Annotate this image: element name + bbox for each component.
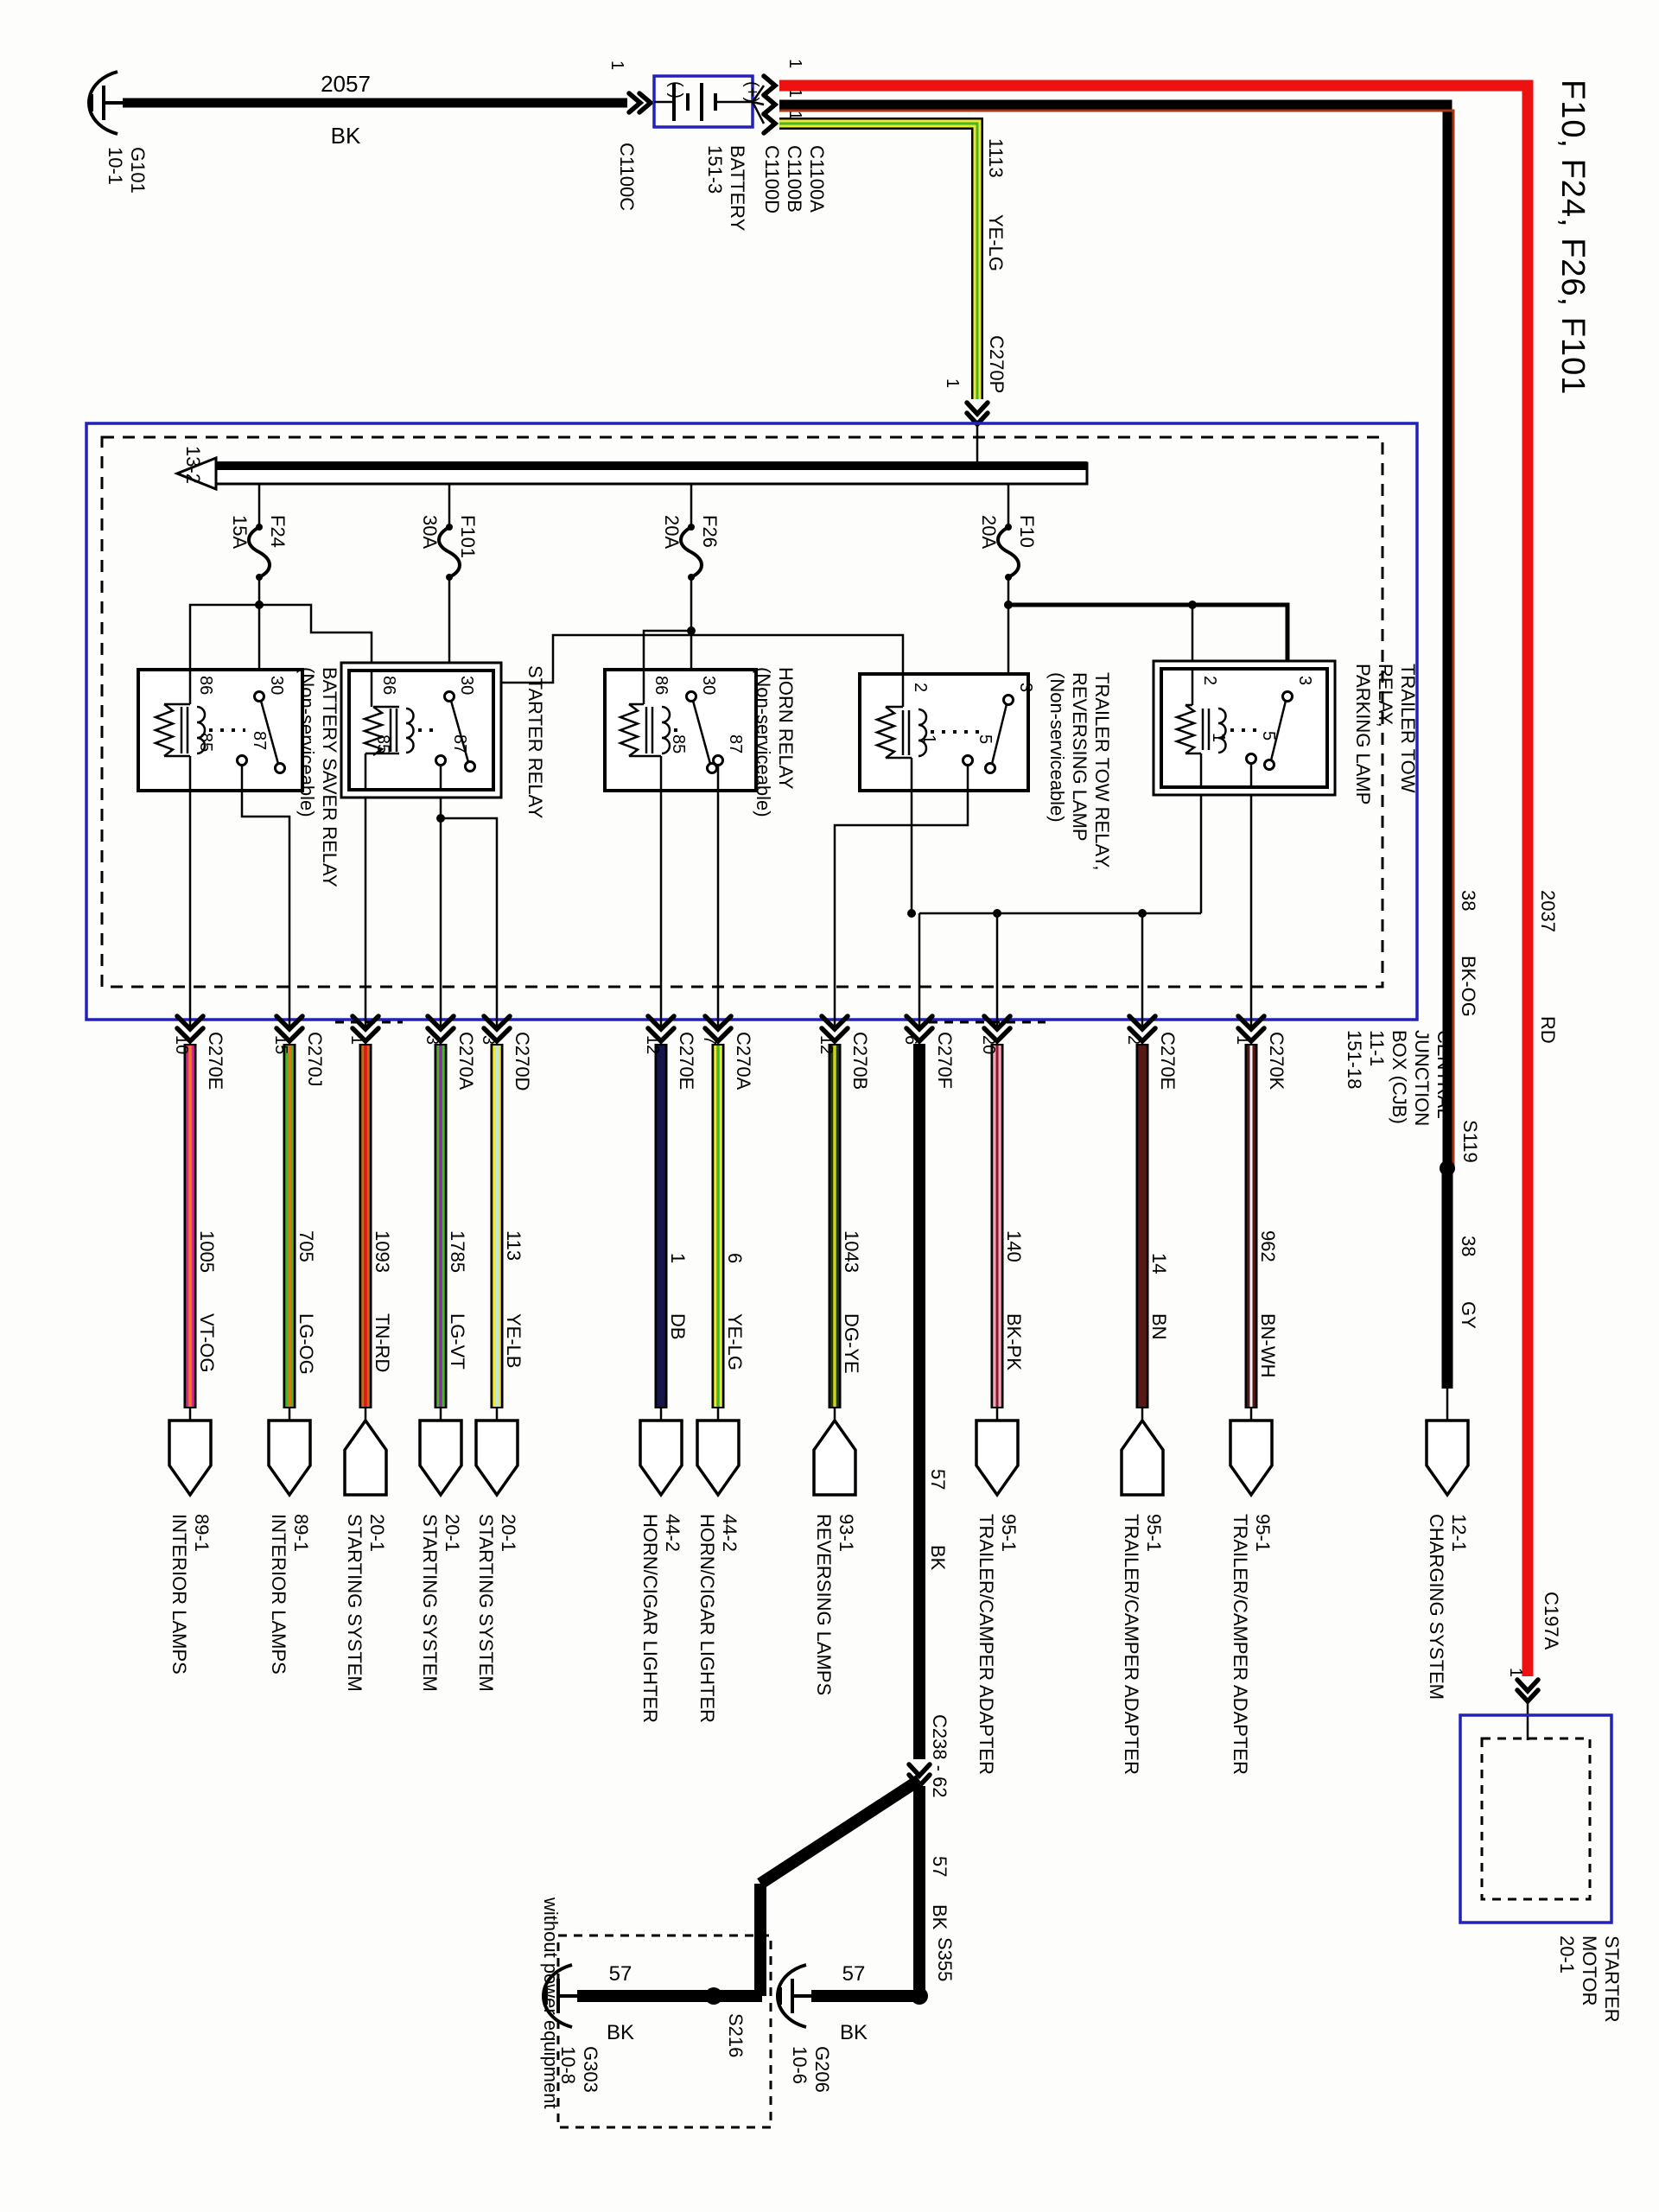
relay2-pin-85: 85 — [373, 734, 392, 754]
col10-color: BK-PK — [1003, 1313, 1025, 1371]
g303-wire-num: 57 — [608, 1962, 632, 1986]
battery-conn-b: C1100B — [784, 145, 805, 213]
c1100c-pin: 1 — [607, 60, 626, 71]
relay4-pin-3: 3 — [1016, 683, 1035, 693]
column-1-db — [640, 1044, 682, 1495]
relay3-note: (Non-serviceable) — [753, 667, 774, 817]
col1-dest-name: INTERIOR LAMPS — [168, 1514, 190, 1675]
cjb-internal-wiring — [190, 577, 1287, 1030]
col1-conn: C270E — [205, 1032, 226, 1090]
starter-motor-name-1: STARTER — [1601, 1936, 1623, 2023]
col12-dest-page: 95-1 — [1252, 1514, 1274, 1553]
col9-pin: 6 — [901, 1035, 920, 1046]
col2-pin: 15 — [271, 1035, 290, 1055]
col1-num: 1005 — [196, 1230, 218, 1273]
col6-color: DB — [667, 1313, 689, 1340]
col1-color: VT-OG — [196, 1313, 218, 1373]
battery-pin-1b: 1 — [785, 88, 804, 99]
relay3-pin-86: 86 — [652, 676, 671, 696]
relay5-name-2: RELAY, — [1375, 664, 1396, 728]
relay-starter — [341, 663, 501, 798]
relay1-pin-85: 85 — [196, 733, 215, 753]
g206-wire-num: 57 — [842, 1962, 866, 1986]
battery-conn-d: C1100D — [761, 145, 783, 214]
fuse-f26-name: F26 — [699, 515, 721, 548]
col9-conn: C270F — [934, 1032, 956, 1090]
relay2-name: STARTER RELAY — [524, 665, 546, 819]
col2-dest-name: INTERIOR LAMPS — [268, 1514, 289, 1675]
relay4-name-2: REVERSING LAMP — [1069, 672, 1090, 842]
battery-neg-label: (-) — [666, 81, 685, 99]
relay1-pin-30: 30 — [267, 676, 286, 696]
wire-38-color: BK-OG — [1458, 956, 1479, 1017]
col2-conn: C270J — [304, 1032, 326, 1087]
col6-dest-page: 44-2 — [662, 1514, 683, 1553]
c1100c-label: C1100C — [616, 143, 638, 212]
relay1-pin-86: 86 — [196, 676, 215, 696]
g303-page: 10-8 — [557, 2046, 579, 2085]
g303-label: G303 — [580, 2046, 601, 2093]
column-140 — [976, 1044, 1018, 1495]
column-962 — [1230, 1044, 1272, 1495]
col4-dest-name: STARTING SYSTEM — [419, 1514, 441, 1692]
relay1-note: (Non-serviceable) — [296, 667, 318, 817]
fuse-f101-amp: 30A — [419, 515, 441, 550]
relay-trailer-reversing — [860, 674, 1028, 791]
col7-num: 6 — [724, 1253, 746, 1264]
col7-dest-name: HORN/CIGAR LIGHTER — [696, 1514, 718, 1724]
fuse-f26-amp: 20A — [661, 515, 683, 550]
col4-pin: 3 — [423, 1035, 442, 1046]
cjb-bus-bar — [177, 458, 1087, 489]
col6-dest-name: HORN/CIGAR LIGHTER — [639, 1514, 661, 1724]
relay5-pin-5: 5 — [1259, 731, 1278, 741]
col8-pin: 12 — [817, 1035, 836, 1055]
col13-color: GY — [1458, 1301, 1479, 1329]
ground-g101-symbol — [89, 72, 124, 134]
col13-num: 38 — [1458, 1236, 1479, 1257]
connector-c270p-icon — [967, 403, 988, 463]
page-title: F10, F24, F26, F101 — [1554, 79, 1591, 396]
col10-dest-name: TRAILER/CAMPER ADAPTER — [976, 1514, 997, 1775]
battery-pin-1c: 1 — [785, 111, 804, 121]
col4-color: LG-VT — [447, 1313, 468, 1370]
s119-label: S119 — [1459, 1120, 1481, 1163]
wire-2057-color: BK — [330, 123, 361, 149]
col1-pin: 10 — [172, 1035, 191, 1055]
c270p-pin: 1 — [943, 378, 962, 389]
col5-conn: C270D — [512, 1032, 533, 1091]
relay5-name-3: PARKING LAMP — [1352, 664, 1374, 805]
fuse-f10-name: F10 — [1016, 515, 1038, 548]
col8-dest-name: REVERSING LAMPS — [813, 1514, 835, 1696]
g303-wire-color: BK — [606, 2021, 635, 2044]
fuse-f10-amp: 20A — [978, 515, 1000, 550]
relay2-pin-86: 86 — [379, 676, 398, 696]
battery-conn-a: C1100A — [806, 145, 828, 213]
relay5-pin-2: 2 — [1200, 676, 1219, 686]
relay3-pin-85: 85 — [669, 734, 688, 754]
col8-conn: C270B — [849, 1032, 871, 1090]
fuse-f101 — [439, 484, 460, 581]
relay5-name-1: TRAILER TOW — [1397, 664, 1419, 793]
wire-2037-color: RD — [1537, 1016, 1559, 1044]
s355-label: S355 — [934, 1937, 956, 1982]
wire-38-number: 38 — [1458, 890, 1479, 912]
col5-dest-name: STARTING SYSTEM — [475, 1514, 497, 1692]
battery-pos-label: (+) — [742, 81, 761, 103]
relay4-note: (Non-serviceable) — [1046, 672, 1068, 823]
column-57-bk — [577, 1044, 930, 2005]
col2-dest-page: 89-1 — [290, 1514, 312, 1553]
fuse-f24-name: F24 — [267, 515, 289, 548]
bus-ref-label: 13-2 — [182, 446, 204, 485]
relay4-name-1: TRAILER TOW RELAY, — [1091, 672, 1113, 871]
col10-num: 140 — [1003, 1230, 1025, 1262]
col11-conn: C270E — [1157, 1032, 1179, 1090]
col3-color: TN-RD — [372, 1313, 393, 1373]
col8-dest-page: 93-1 — [836, 1514, 857, 1553]
wire-1113-number: 1113 — [985, 138, 1007, 178]
column-705 — [269, 1044, 310, 1495]
s216-label: S216 — [725, 2013, 747, 2058]
relay3-pin-30: 30 — [699, 676, 718, 696]
col6-conn: C270E — [676, 1032, 697, 1090]
col11-dest-name: TRAILER/CAMPER ADAPTER — [1121, 1514, 1142, 1775]
c270p-label: C270P — [986, 335, 1007, 394]
col6-num: 1 — [667, 1253, 689, 1264]
c197a-label: C197A — [1541, 1592, 1562, 1650]
fuse-f10 — [998, 484, 1019, 581]
col5-num: 113 — [503, 1230, 524, 1262]
relay1-name: BATTERY SAVER RELAY — [319, 667, 340, 887]
wire-38-bkog — [779, 105, 1447, 1168]
cjb-label-1: CENTRAL — [1433, 1030, 1455, 1119]
col11-dest-page: 95-1 — [1143, 1514, 1165, 1553]
cjb-label-5: 151-18 — [1344, 1030, 1365, 1090]
col8-color: DG-YE — [841, 1313, 862, 1374]
col10-dest-page: 95-1 — [998, 1514, 1020, 1553]
g206-page: 10-6 — [789, 2046, 810, 2085]
g101-page: 10-1 — [105, 147, 126, 186]
battery-label: BATTERY — [727, 145, 748, 232]
wire-2057-number: 2057 — [321, 71, 371, 97]
col3-dest-page: 20-1 — [366, 1514, 388, 1553]
col13-dest-page: 12-1 — [1448, 1514, 1470, 1553]
col12-color: BN-WH — [1257, 1313, 1279, 1378]
connector-c1100c-icon — [629, 93, 651, 112]
c197a-pin: 1 — [1506, 1668, 1525, 1678]
col11-color: BN — [1148, 1313, 1170, 1340]
wire-2037-number: 2037 — [1537, 890, 1559, 932]
relay5-pin-1: 1 — [1209, 733, 1228, 743]
fuse-f24 — [249, 484, 270, 581]
wire-1113-color: YE-LG — [985, 214, 1007, 272]
fuse-f26 — [681, 484, 702, 581]
fuse-f101-name: F101 — [457, 515, 479, 559]
col2-num: 705 — [296, 1230, 317, 1262]
battery-pin-1a: 1 — [785, 59, 804, 69]
col7-color: YE-LG — [724, 1313, 746, 1371]
col4-conn: C270A — [455, 1032, 477, 1090]
col7-dest-page: 44-2 — [719, 1514, 741, 1553]
col11-pin: 2 — [1124, 1035, 1143, 1046]
col9-num: 57 — [927, 1469, 949, 1491]
col6-pin: 12 — [643, 1035, 662, 1055]
c238-label: C238 - 62 — [929, 1714, 950, 1798]
g206-label: G206 — [811, 2046, 833, 2093]
col7-pin: 7 — [700, 1035, 719, 1046]
col12-conn: C270K — [1266, 1032, 1287, 1090]
col5-pin: 3 — [479, 1035, 498, 1046]
starter-motor-page: 20-1 — [1556, 1936, 1578, 1974]
wire-38-bkog-stripe — [779, 111, 1453, 1168]
starter-motor-name-2: MOTOR — [1579, 1936, 1600, 2006]
g101-label: G101 — [127, 147, 149, 194]
col9-color: BK — [927, 1545, 949, 1571]
battery-page: 151-3 — [704, 145, 726, 194]
cjb-label-4: 11-1 — [1366, 1030, 1388, 1067]
g206-wire-color: BK — [839, 2021, 868, 2044]
relay-horn — [605, 670, 756, 791]
relay5-pin-3: 3 — [1295, 676, 1314, 686]
relay4-pin-1: 1 — [919, 734, 938, 745]
col1-dest-page: 89-1 — [191, 1514, 213, 1553]
col5-color: YE-LB — [503, 1313, 524, 1369]
col5-dest-page: 20-1 — [498, 1514, 519, 1553]
col12-pin: 1 — [1233, 1035, 1252, 1046]
starter-motor-box — [1460, 1715, 1611, 1923]
cjb-label-2: JUNCTION — [1411, 1030, 1433, 1127]
cjb-label-3: BOX (CJB) — [1389, 1030, 1410, 1124]
col11-num: 14 — [1148, 1253, 1170, 1274]
col3-dest-name: STARTING SYSTEM — [344, 1514, 365, 1692]
relay3-name: HORN RELAY — [775, 667, 797, 790]
col8-num: 1043 — [841, 1230, 862, 1273]
relay4-pin-2: 2 — [911, 683, 930, 693]
col4-num: 1785 — [447, 1230, 468, 1273]
without-power-equipment-label: without power equipment — [540, 1897, 562, 2109]
col3-pin: 1 — [347, 1035, 366, 1046]
col13-dest-name: CHARGING SYSTEM — [1426, 1514, 1447, 1700]
relay1-pin-87: 87 — [250, 731, 269, 751]
col7-conn: C270A — [733, 1032, 754, 1090]
relay3-pin-87: 87 — [726, 734, 745, 754]
column-6-yelg — [697, 1044, 739, 1495]
relay4-pin-5: 5 — [976, 734, 995, 745]
column-113 — [476, 1044, 518, 1495]
col2-color: LG-OG — [296, 1313, 317, 1375]
col12-num: 962 — [1257, 1230, 1279, 1262]
ground-g206-symbol — [778, 1965, 813, 2027]
col12-dest-name: TRAILER/CAMPER ADAPTER — [1230, 1514, 1251, 1775]
col4-dest-page: 20-1 — [442, 1514, 463, 1553]
wire-57b-color: BK — [929, 1904, 950, 1930]
relay2-pin-87: 87 — [450, 734, 469, 754]
wire-57b-num: 57 — [929, 1856, 950, 1878]
col10-pin: 20 — [979, 1035, 998, 1055]
connector-c197a-icon — [1517, 1680, 1538, 1740]
fuse-f24-amp: 15A — [229, 515, 251, 550]
relay2-pin-30: 30 — [457, 676, 476, 696]
col3-num: 1093 — [372, 1230, 393, 1273]
